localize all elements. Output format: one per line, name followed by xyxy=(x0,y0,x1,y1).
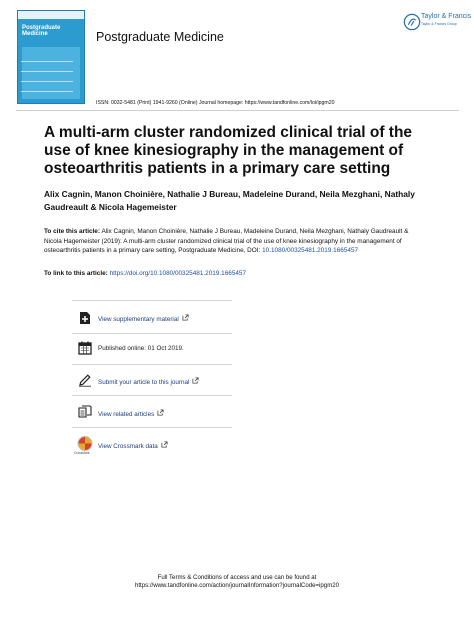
header-divider xyxy=(16,110,459,111)
action-crossmark-data[interactable]: View Crossmark data xyxy=(98,441,168,450)
article-title: A multi-arm cluster randomized clinical trial of the use of knee kinesiography in the management of osteoarthritis patients in a primary care setting xyxy=(44,124,413,177)
footer-terms-link[interactable]: https://www.tandfonline.com/action/journalInformation?journalCode=ipgm20 xyxy=(134,582,340,589)
action-submit-article[interactable]: Submit your article to this journal xyxy=(98,377,199,386)
journal-name[interactable]: Postgraduate Medicine xyxy=(96,30,224,44)
publisher-tagline: Taylor & Francis Group xyxy=(421,22,457,26)
taylor-francis-logo-icon xyxy=(403,13,421,31)
action-supplementary-material[interactable]: View supplementary material xyxy=(98,314,189,323)
action-related-articles[interactable]: View related articles xyxy=(98,409,164,418)
plus-document-icon xyxy=(78,311,92,325)
issn-line[interactable]: ISSN: 0032-5481 (Print) 1941-9260 (Online) Journal homepage: https://www.tandfonline.com/loi/ipgm20 xyxy=(96,100,335,106)
article-doi-url[interactable]: https://doi.org/10.1080/00325481.2019.1665457 xyxy=(109,270,247,277)
pencil-icon xyxy=(78,373,92,387)
footer-terms xyxy=(0,574,474,590)
calendar-icon xyxy=(78,341,92,355)
external-link-icon xyxy=(182,314,189,321)
article-link-row xyxy=(44,270,246,277)
citation-block xyxy=(44,227,424,256)
external-link-icon xyxy=(157,409,164,416)
journal-cover-image xyxy=(17,10,85,104)
external-link-icon xyxy=(192,377,199,384)
crossmark-icon xyxy=(76,436,94,456)
article-authors: Alix Cagnin, Manon Choinière, Nathalie J Bureau, Madeleine Durand, Neila Mezghani, Nathaly Gaudreault & Nicola Hagemeister xyxy=(44,189,415,212)
action-divider xyxy=(72,333,232,334)
action-divider xyxy=(72,427,232,428)
footer-line-1: Full Terms & Conditions of access and use can be found at xyxy=(157,574,317,581)
external-link-icon xyxy=(161,441,168,448)
citation-label: To cite this article: xyxy=(44,228,100,235)
link-label: To link to this article: xyxy=(44,270,108,277)
publisher-name: Taylor & Francis xyxy=(421,13,472,20)
crossmark-badge-text: CrossMark xyxy=(74,451,90,455)
action-divider xyxy=(72,300,232,301)
action-divider xyxy=(72,395,232,396)
citation-text: Alix Cagnin, Manon Choinière, Nathalie J Bureau, Madeleine Durand, Neila Mezghani, Nathaly Gaudreault & Nicola Hagemeister (2019): A multi-arm cluster randomized clinical trial of the use of knee kinesiography in the management of osteoarthritis patients in a primary care setting, Postgraduate Medicine, DOI: xyxy=(44,228,409,254)
published-online-date: Published online: 01 Oct 2019. xyxy=(98,345,184,352)
citation-doi-link[interactable]: 10.1080/00325481.2019.1665457 xyxy=(262,247,359,254)
cover-title: Postgraduate Medicine xyxy=(22,25,61,37)
action-divider xyxy=(72,364,232,365)
related-articles-icon xyxy=(78,405,92,419)
